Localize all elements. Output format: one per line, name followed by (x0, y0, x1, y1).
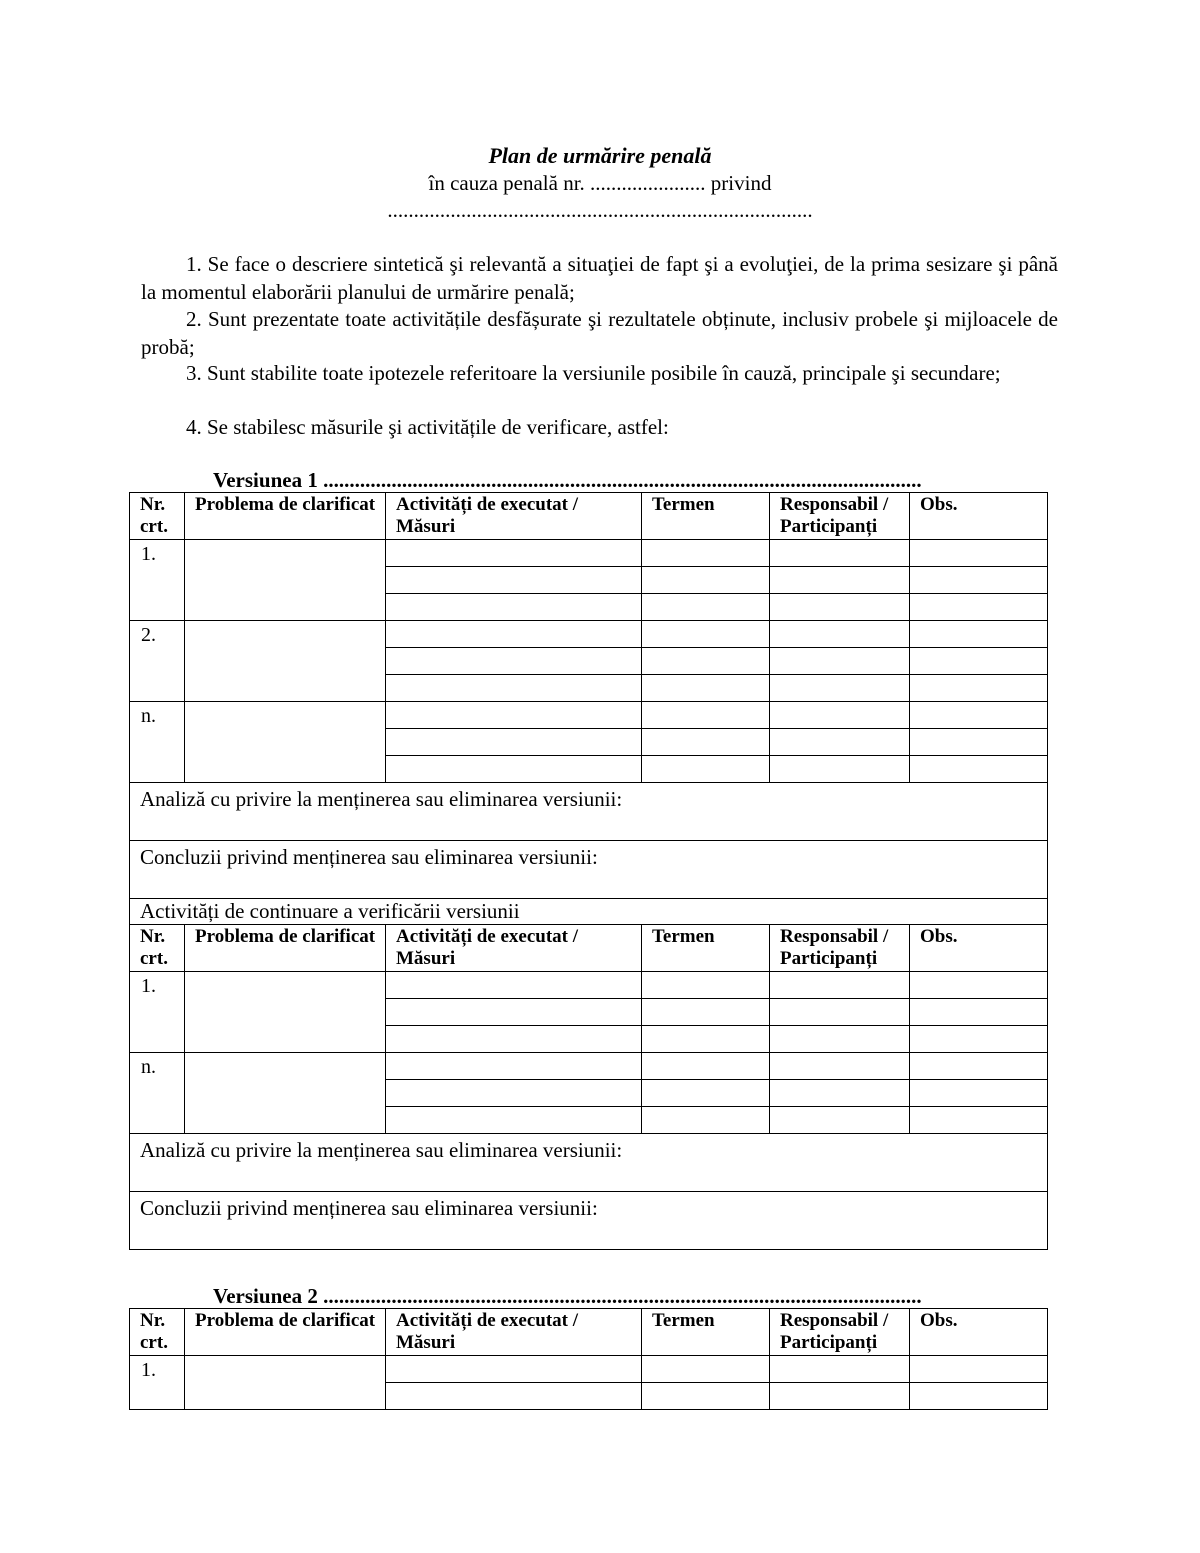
responsible-cell[interactable] (770, 675, 910, 702)
col-header-termen: Termen (642, 925, 770, 972)
version-1-table (129, 492, 1048, 1250)
activity-cell[interactable] (386, 675, 642, 702)
col-header-responsabil: Responsabil / Participanți (770, 1309, 910, 1356)
term-cell[interactable] (642, 756, 770, 783)
row-number: 2. (130, 621, 185, 702)
document-title: Plan de urmărire penală (488, 143, 712, 168)
term-cell[interactable] (642, 621, 770, 648)
activity-cell[interactable] (386, 999, 642, 1026)
case-number-line: în cauza penală nr. ...................... privind (428, 171, 772, 195)
activity-cell[interactable] (386, 540, 642, 567)
responsible-cell[interactable] (770, 648, 910, 675)
term-cell[interactable] (642, 1107, 770, 1134)
row-number: 1. (130, 540, 185, 621)
activity-cell[interactable] (386, 756, 642, 783)
col-header-problema: Problema de clarificat (185, 1309, 386, 1356)
case-subject-dots: ................................................................................. (387, 198, 813, 222)
analysis-cell[interactable]: Analiză cu privire la menținerea sau eliminarea versiunii: (130, 783, 1048, 841)
table-header-row (130, 493, 1048, 540)
analysis-row (130, 783, 1048, 841)
obs-cell[interactable] (910, 999, 1048, 1026)
obs-cell[interactable] (910, 675, 1048, 702)
table-row (130, 540, 1048, 567)
conclusions-row (130, 1192, 1048, 1250)
obs-cell[interactable] (910, 621, 1048, 648)
table-row (130, 1356, 1048, 1383)
table-header-row (130, 1309, 1048, 1356)
col-header-problema: Problema de clarificat (185, 925, 386, 972)
conclusions-cell[interactable]: Concluzii privind menținerea sau eliminarea versiunii: (130, 1192, 1048, 1250)
obs-cell[interactable] (910, 702, 1048, 729)
problem-cell[interactable] (185, 1356, 386, 1410)
version-2-table (129, 1308, 1048, 1410)
responsible-cell[interactable] (770, 999, 910, 1026)
col-header-activitati: Activități de executat / Măsuri (386, 925, 642, 972)
activity-cell[interactable] (386, 1107, 642, 1134)
col-header-obs: Obs. (910, 925, 1048, 972)
obs-cell[interactable] (910, 1080, 1048, 1107)
conclusions-row (130, 841, 1048, 899)
activity-cell[interactable] (386, 972, 642, 999)
col-header-obs: Obs. (910, 1309, 1048, 1356)
activity-cell[interactable] (386, 594, 642, 621)
term-cell[interactable] (642, 999, 770, 1026)
continuation-cell: Activități de continuare a verificării versiunii (130, 899, 1048, 925)
analysis-cell[interactable]: Analiză cu privire la menținerea sau eliminarea versiunii: (130, 1134, 1048, 1192)
col-header-termen: Termen (642, 493, 770, 540)
responsible-cell[interactable] (770, 972, 910, 999)
term-cell[interactable] (642, 594, 770, 621)
activity-cell[interactable] (386, 1383, 642, 1410)
term-cell[interactable] (642, 972, 770, 999)
responsible-cell[interactable] (770, 540, 910, 567)
col-header-nr: Nr. crt. (130, 493, 185, 540)
responsible-cell[interactable] (770, 594, 910, 621)
obs-cell[interactable] (910, 1383, 1048, 1410)
paragraph-3: 3. Sunt stabilite toate ipotezele referitoare la versiunile posibile în cauză, principale şi secundare; (186, 361, 1001, 385)
col-header-activitati: Activități de executat / Măsuri (386, 493, 642, 540)
obs-cell[interactable] (910, 1107, 1048, 1134)
obs-cell[interactable] (910, 1053, 1048, 1080)
obs-cell[interactable] (910, 756, 1048, 783)
responsible-cell[interactable] (770, 1107, 910, 1134)
responsible-cell[interactable] (770, 729, 910, 756)
activity-cell[interactable] (386, 702, 642, 729)
obs-cell[interactable] (910, 567, 1048, 594)
problem-cell[interactable] (185, 702, 386, 783)
term-cell[interactable] (642, 1356, 770, 1383)
obs-cell[interactable] (910, 648, 1048, 675)
row-number: n. (130, 702, 185, 783)
version-1-heading: Versiunea 1 .................................................................................................................. (213, 468, 922, 492)
col-header-problema: Problema de clarificat (185, 493, 386, 540)
responsible-cell[interactable] (770, 1383, 910, 1410)
col-header-responsabil: Responsabil / Participanți (770, 493, 910, 540)
term-cell[interactable] (642, 1383, 770, 1410)
table-header-row (130, 925, 1048, 972)
paragraph-2: 2. Sunt prezentate toate activitățile desfășurate şi rezultatele obținute, inclusiv probele şi mijloacele de probă; (141, 307, 1058, 359)
col-header-nr: Nr. crt. (130, 1309, 185, 1356)
term-cell[interactable] (642, 1053, 770, 1080)
conclusions-cell[interactable]: Concluzii privind menținerea sau eliminarea versiunii: (130, 841, 1048, 899)
obs-cell[interactable] (910, 540, 1048, 567)
problem-cell[interactable] (185, 621, 386, 702)
problem-cell[interactable] (185, 972, 386, 1053)
term-cell[interactable] (642, 702, 770, 729)
term-cell[interactable] (642, 540, 770, 567)
responsible-cell[interactable] (770, 621, 910, 648)
col-header-obs: Obs. (910, 493, 1048, 540)
table-row (130, 702, 1048, 729)
term-cell[interactable] (642, 675, 770, 702)
responsible-cell[interactable] (770, 1053, 910, 1080)
obs-cell[interactable] (910, 594, 1048, 621)
activity-cell[interactable] (386, 1026, 642, 1053)
col-header-responsabil: Responsabil / Participanți (770, 925, 910, 972)
obs-cell[interactable] (910, 972, 1048, 999)
term-cell[interactable] (642, 1080, 770, 1107)
activity-cell[interactable] (386, 621, 642, 648)
row-number: 1. (130, 1356, 185, 1410)
responsible-cell[interactable] (770, 567, 910, 594)
responsible-cell[interactable] (770, 702, 910, 729)
activity-cell[interactable] (386, 1080, 642, 1107)
problem-cell[interactable] (185, 1053, 386, 1134)
responsible-cell[interactable] (770, 1026, 910, 1053)
responsible-cell[interactable] (770, 1080, 910, 1107)
term-cell[interactable] (642, 567, 770, 594)
col-header-nr: Nr. crt. (130, 925, 185, 972)
activity-cell[interactable] (386, 729, 642, 756)
row-number: n. (130, 1053, 185, 1134)
activity-cell[interactable] (386, 1356, 642, 1383)
responsible-cell[interactable] (770, 756, 910, 783)
term-cell[interactable] (642, 1026, 770, 1053)
col-header-activitati: Activități de executat / Măsuri (386, 1309, 642, 1356)
activity-cell[interactable] (386, 1053, 642, 1080)
activity-cell[interactable] (386, 567, 642, 594)
obs-cell[interactable] (910, 1026, 1048, 1053)
table-row (130, 972, 1048, 999)
responsible-cell[interactable] (770, 1356, 910, 1383)
term-cell[interactable] (642, 729, 770, 756)
table-row (130, 621, 1048, 648)
obs-cell[interactable] (910, 729, 1048, 756)
paragraph-1: 1. Se face o descriere sintetică şi relevantă a situaţiei de fapt şi a evoluţiei, de la prima sesizare şi până la momentul elaborării planului de urmărire penală; (141, 252, 1058, 304)
version-2-heading: Versiunea 2 .................................................................................................................. (213, 1284, 922, 1308)
col-header-termen: Termen (642, 1309, 770, 1356)
activity-cell[interactable] (386, 648, 642, 675)
row-number: 1. (130, 972, 185, 1053)
obs-cell[interactable] (910, 1356, 1048, 1383)
term-cell[interactable] (642, 648, 770, 675)
problem-cell[interactable] (185, 540, 386, 621)
continuation-row (130, 899, 1048, 925)
analysis-row (130, 1134, 1048, 1192)
table-row (130, 1053, 1048, 1080)
paragraph-4: 4. Se stabilesc măsurile şi activitățile de verificare, astfel: (186, 415, 669, 439)
